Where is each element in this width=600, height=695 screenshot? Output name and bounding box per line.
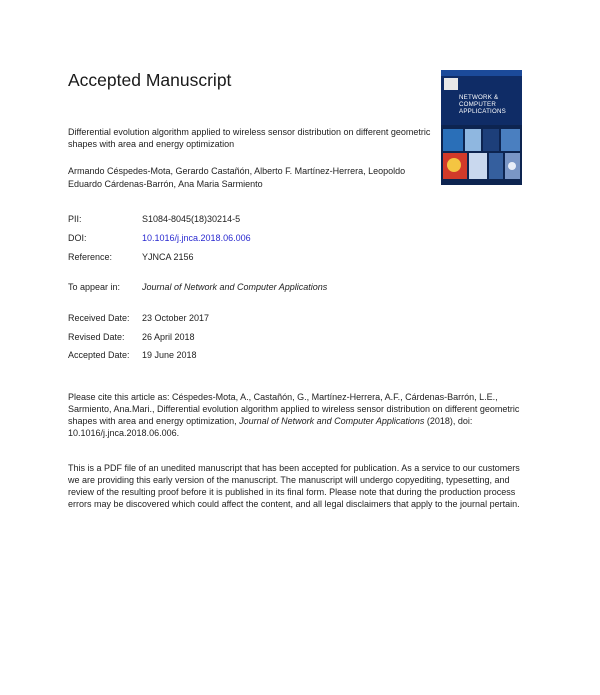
citation-journal: Journal of Network and Computer Applications	[239, 416, 425, 426]
page-heading: Accepted Manuscript	[68, 70, 232, 90]
received-value: 23 October 2017	[142, 313, 210, 323]
publisher-logo-icon	[444, 78, 458, 90]
cover-title-line-1: NETWORK &	[459, 94, 499, 101]
cover-artwork	[441, 125, 522, 185]
revised-value: 26 April 2018	[142, 332, 195, 342]
reference-label: Reference:	[68, 252, 113, 262]
revised-label: Revised Date:	[68, 332, 125, 342]
journal-cover-image	[441, 70, 522, 185]
cover-top-band	[441, 70, 522, 76]
appear-label: To appear in:	[68, 282, 121, 292]
manuscript-notice: This is a PDF file of an unedited manuscript that has been accepted for publication. As a service to our customers we are providing this early version of the manuscript. The manuscript will undergo copyediting, typesetting, and review of the resulting proof before it is published in its final form. Please note that during the production process errors may be discovered which could affect the content, and all legal disclaimers that apply to the journal pertain.	[68, 463, 520, 509]
reference-value: YJNCA 2156	[142, 252, 194, 262]
accepted-value: 19 June 2018	[142, 350, 197, 360]
doi-link[interactable]: 10.1016/j.jnca.2018.06.006	[142, 233, 251, 243]
pii-value: S1084-8045(18)30214-5	[142, 214, 241, 224]
article-authors: Armando Céspedes-Mota, Gerardo Castañón, Alberto F. Martínez-Herrera, Leopoldo Eduardo Cárdenas-Barrón, Ana Maria Sarmiento	[68, 166, 406, 189]
pii-label: PII:	[68, 214, 82, 224]
received-label: Received Date:	[68, 313, 130, 323]
citation-doi: (2018), doi: 10.1016/j.jnca.2018.06.006.	[68, 416, 473, 438]
citation-text: Please cite this article as: Céspedes-Mota, A., Castañón, G., Martínez-Herrera, A.F., Cárdenas-Barrón, L.E., Sarmiento, Ana.Mari., Differential evolution algorithm applied to wireless sensor distribution on different geometric shapes with area and energy optimization,	[68, 392, 520, 426]
appear-value: Journal of Network and Computer Applications	[142, 282, 328, 292]
accepted-label: Accepted Date:	[68, 350, 130, 360]
citation-paragraph	[68, 391, 528, 439]
doi-label: DOI:	[68, 233, 87, 243]
cover-title-line-3: APPLICATIONS	[459, 108, 506, 115]
cover-title-line-2: COMPUTER	[459, 101, 497, 108]
article-title: Differential evolution algorithm applied to wireless sensor distribution on different geometric shapes with area and energy optimization	[68, 127, 431, 149]
